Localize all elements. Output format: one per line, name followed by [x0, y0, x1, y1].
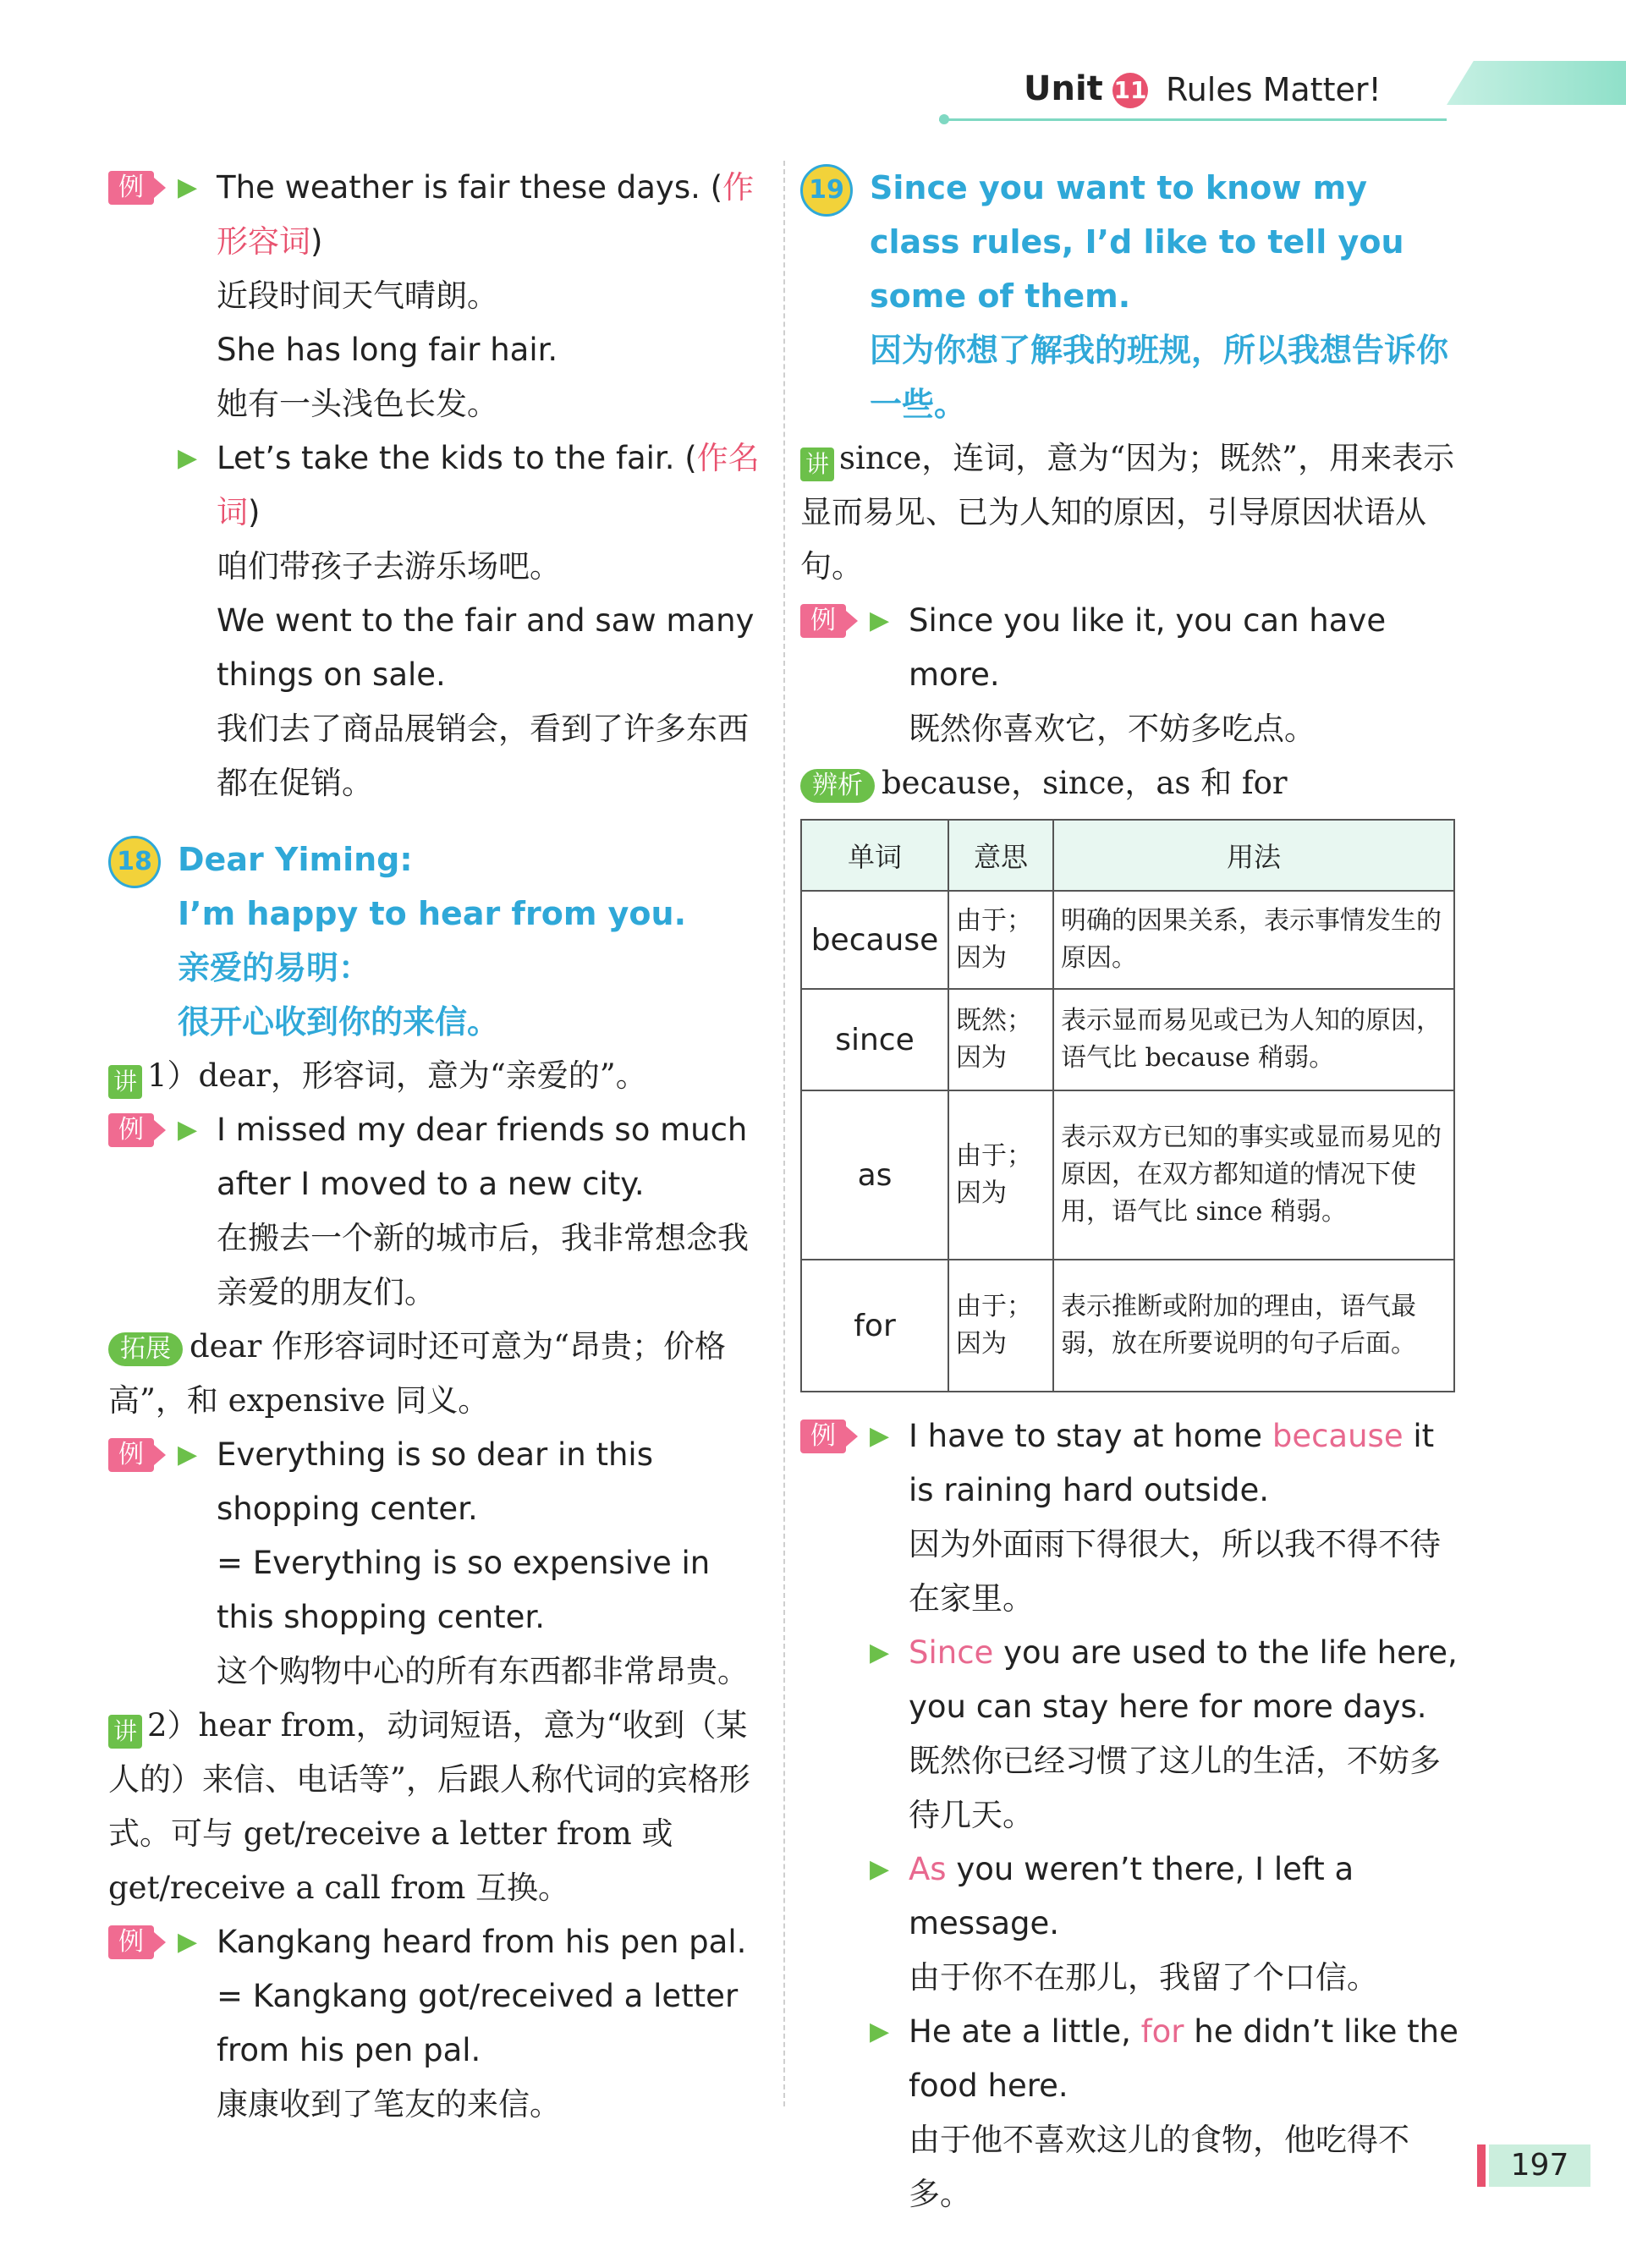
triangle-icon: ▶: [870, 1638, 890, 1667]
table-word: as: [801, 1090, 948, 1260]
page-header: [939, 61, 1626, 129]
left-column: [108, 161, 768, 2132]
example-tag: 例: [108, 1113, 154, 1147]
explanation-block: 讲 2）hear from，动词短语，意为“收到（某人的）来信、电话等”，后跟人称代词的宾格形式。可与 get/receive a letter from 或 get/receive a call from 互换。: [108, 1707, 750, 1906]
keyword: for: [1140, 2013, 1184, 2050]
item-number-badge: 18: [108, 836, 161, 888]
example-block: [108, 1915, 768, 2132]
example-cn: 我们去了商品展销会，看到了许多东西都在促销。: [217, 711, 749, 801]
triangle-icon: ▶: [178, 1927, 198, 1957]
usage-note: 作形容词: [217, 169, 755, 260]
example-block: 例 ▶ The weather is fair these days. (作形容词) 近段时间天气晴朗。 She has long fair hair. 她有一头浅色长发。: [108, 161, 768, 431]
triangle-icon: ▶: [870, 606, 890, 635]
comparison-table: [800, 819, 1455, 1392]
header-decoration: [1447, 61, 1626, 105]
table-word: since: [801, 989, 948, 1090]
right-column: [800, 161, 1460, 2221]
example-en: I missed my dear friends so much after I moved to a new city.: [217, 1112, 748, 1202]
analysis-tag: 辨析: [800, 769, 875, 803]
table-word: for: [801, 1260, 948, 1392]
item-18-heading: 18 Dear Yiming: I’m happy to hear from you. 亲爱的易明： 很开心收到你的来信。: [108, 832, 768, 1049]
example-block: 例 ▶ I have to stay at home because it is raining hard outside. 因为外面雨下得很大，所以我不得不待在家里。: [800, 1409, 1460, 1626]
example-block: ▶ Since you are used to the life here, you can stay here for more days. 既然你已经习惯了这儿的生活，不妨多待几天。: [800, 1626, 1460, 1842]
example-block: [108, 1428, 768, 1699]
unit-label: Unit: [1024, 69, 1103, 108]
header-rule: [939, 118, 1447, 121]
example-block: [800, 594, 1460, 756]
example-block: ▶ He ate a little, for he didn’t like the food here. 由于他不喜欢这儿的食物，他吃得不多。: [800, 2005, 1460, 2221]
page-number: 197: [1489, 2144, 1590, 2187]
table-header: 单词: [801, 820, 948, 891]
example-tag: 例: [800, 604, 846, 638]
explain-tag: 讲: [108, 1065, 142, 1099]
example-cn: 康康收到了笔友的来信。: [217, 2086, 561, 2122]
example-en: She has long fair hair.: [217, 332, 558, 368]
extension-block: 拓展 dear 作形容词时还可意为“昂贵；价格高”，和 expensive 同义。: [108, 1328, 727, 1419]
example-tag: 例: [108, 1925, 154, 1959]
table-usage: 明确的因果关系，表示事情发生的原因。: [1053, 891, 1454, 989]
example-en: We went to the fair and saw many things on sale.: [217, 602, 755, 693]
table-header: 用法: [1053, 820, 1454, 891]
explanation-block: 讲 1）dear，形容词，意为“亲爱的”。: [108, 1049, 768, 1103]
explain-tag: 讲: [108, 1715, 142, 1749]
table-usage: 表示双方已知的事实或显而易见的原因，在双方都知道的情况下使用，语气比 since 稍弱。: [1053, 1090, 1454, 1260]
table-usage: 表示显而易见或已为人知的原因，语气比 because 稍弱。: [1053, 989, 1454, 1090]
example-cn: 咱们带孩子去游乐场吧。: [217, 548, 561, 585]
unit-number-badge: 11: [1112, 73, 1148, 108]
example-cn: 在搬去一个新的城市后，我非常想念我亲爱的朋友们。: [217, 1220, 749, 1310]
column-divider: [783, 161, 785, 2106]
example-block: [108, 1103, 768, 1320]
example-tag: 例: [108, 1438, 154, 1472]
example-en: Since you like it, you can have more.: [909, 602, 1387, 693]
example-en: The weather is fair these days. (: [217, 169, 723, 206]
example-en: Kangkang heard from his pen pal.: [217, 1924, 747, 1960]
table-meaning: 既然；因为: [948, 989, 1053, 1090]
table-meaning: 由于；因为: [948, 1090, 1053, 1260]
item-19-heading: 19 Since you want to know my class rules, I’d like to tell you some of them. 因为你想了解我的班规，所以我想告诉你一些。: [800, 161, 1460, 431]
triangle-icon: ▶: [870, 1421, 890, 1451]
example-en: Let’s take the kids to the fair. (: [217, 440, 697, 476]
table-row: [801, 989, 1454, 1090]
analysis-block: 辨析 because，since，as 和 for: [800, 756, 1460, 810]
table-header-row: [801, 820, 1454, 891]
triangle-icon: ▶: [178, 173, 198, 202]
table-word: because: [801, 891, 948, 989]
example-tag: 例: [800, 1420, 846, 1453]
example-block: ▶ Let’s take the kids to the fair. (作名词) 咱们带孩子去游乐场吧。 We went to the fair and saw many things on sale. 我们去了商品展销会，看到了许多东西都在促销。: [108, 431, 768, 810]
table-row: [801, 1090, 1454, 1260]
example-en: = Everything is so expensive in this shopping center.: [217, 1545, 711, 1635]
example-cn: 因为外面雨下得很大，所以我不得不待在家里。: [909, 1526, 1441, 1617]
table-row: [801, 1260, 1454, 1392]
triangle-icon: ▶: [178, 443, 198, 473]
example-cn: 由于你不在那儿，我留了个口信。: [909, 1959, 1378, 1996]
table-meaning: 由于；因为: [948, 891, 1053, 989]
keyword: because: [1272, 1418, 1404, 1454]
triangle-icon: ▶: [870, 2017, 890, 2046]
example-en: Everything is so dear in this shopping center.: [217, 1436, 653, 1527]
table-usage: 表示推断或附加的理由，语气最弱，放在所要说明的句子后面。: [1053, 1260, 1454, 1392]
usage-note: 作名词: [217, 440, 760, 530]
keyword: Since: [909, 1634, 994, 1671]
extension-tag: 拓展: [108, 1332, 183, 1366]
example-cn: 这个购物中心的所有东西都非常昂贵。: [217, 1653, 749, 1689]
table-row: [801, 891, 1454, 989]
example-cn: 由于他不喜欢这儿的食物，他吃得不多。: [909, 2122, 1409, 2212]
example-cn: 近段时间天气晴朗。: [217, 277, 498, 314]
table-header: 意思: [948, 820, 1053, 891]
example-block: ▶ As you weren’t there, I left a message. 由于你不在那儿，我留了个口信。: [800, 1842, 1460, 2005]
unit-title: Rules Matter!: [1166, 71, 1382, 108]
example-cn: 她有一头浅色长发。: [217, 386, 498, 422]
example-en: = Kangkang got/received a letter from his pen pal.: [217, 1978, 739, 2068]
example-tag: 例: [108, 171, 154, 205]
item-number-badge: 19: [800, 164, 853, 217]
example-cn: 既然你已经习惯了这儿的生活，不妨多待几天。: [909, 1743, 1441, 1833]
triangle-icon: ▶: [870, 1854, 890, 1884]
triangle-icon: ▶: [178, 1115, 198, 1145]
explain-tag: 讲: [800, 448, 834, 481]
example-cn: 既然你喜欢它，不妨多吃点。: [909, 711, 1316, 747]
explanation-block: 讲 since，连词，意为“因为；既然”，用来表示显而易见、已为人知的原因，引导原因状语从句。: [800, 440, 1455, 585]
triangle-icon: ▶: [178, 1440, 198, 1469]
table-meaning: 由于；因为: [948, 1260, 1053, 1392]
keyword: As: [909, 1851, 947, 1887]
